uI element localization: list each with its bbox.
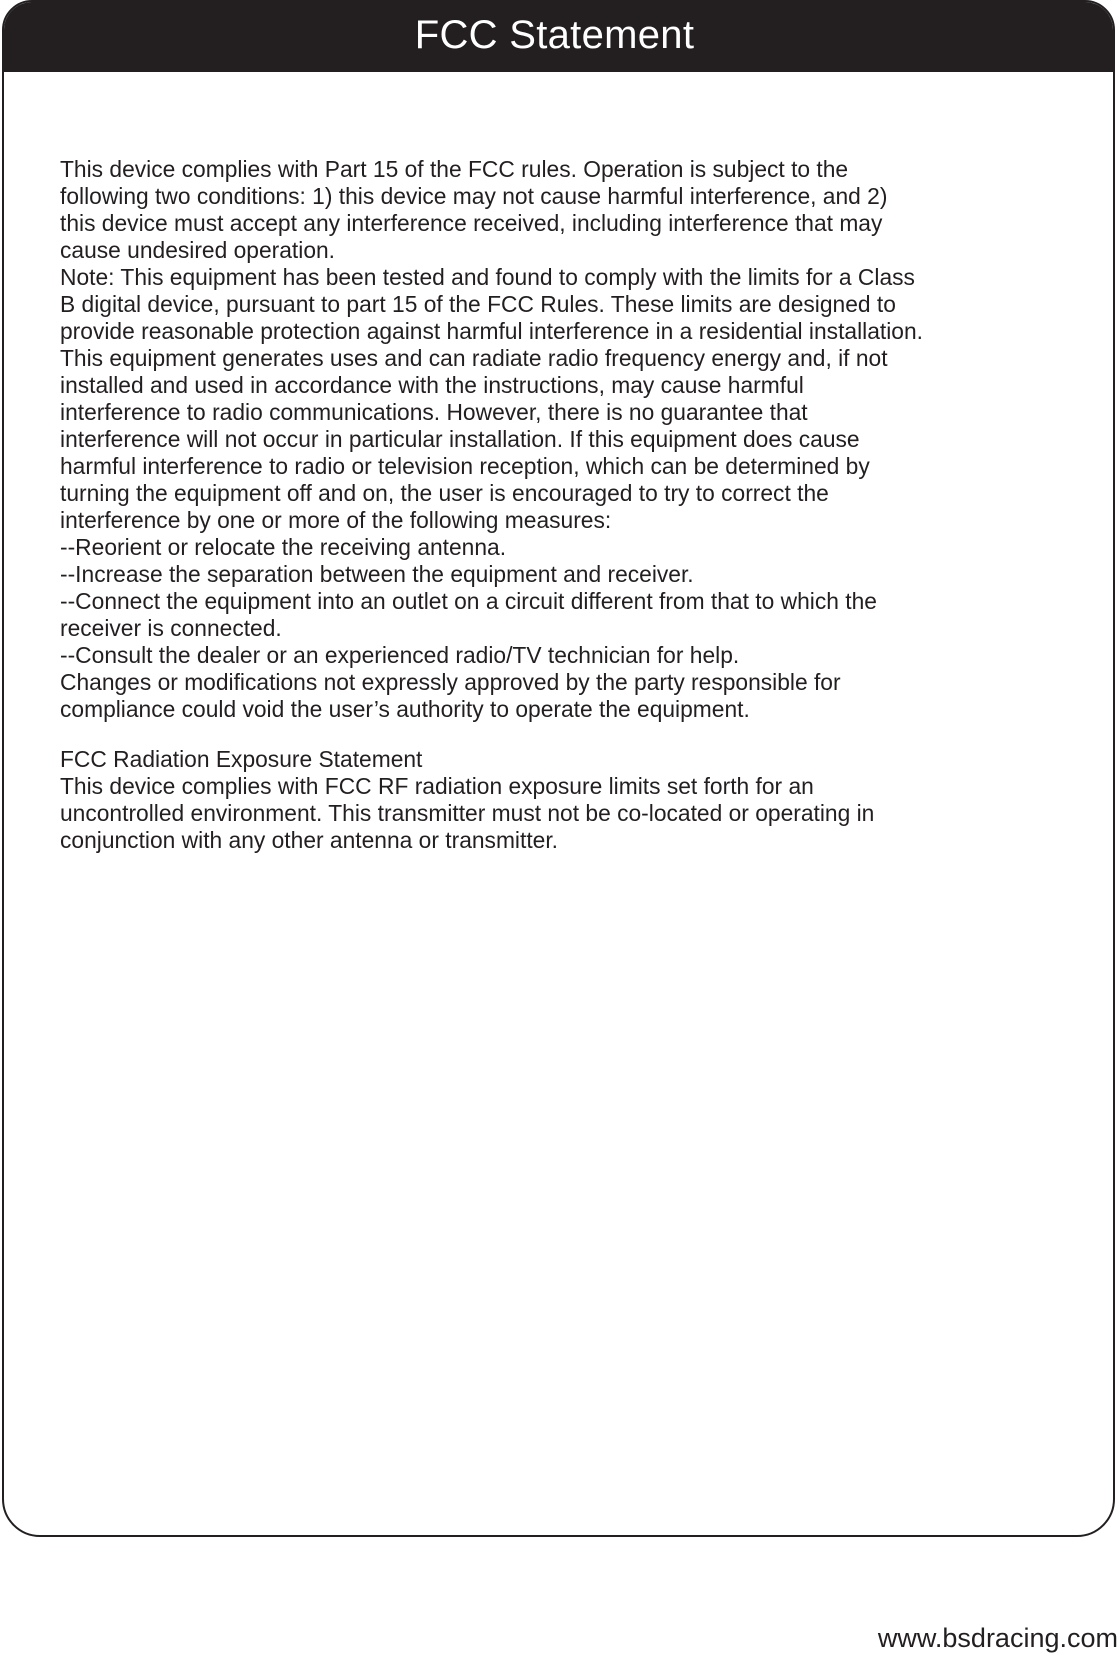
statement-panel (2, 0, 1115, 1537)
radiation-line: uncontrolled environment. This transmitter must not be co-located or operating in (60, 800, 875, 826)
radiation-line: This device complies with FCC RF radiation exposure limits set forth for an (60, 773, 814, 799)
statement-line: interference to radio communications. However, there is no guarantee that (60, 399, 808, 425)
radiation-line: conjunction with any other antenna or transmitter. (60, 827, 559, 853)
measure-item: receiver is connected. (60, 615, 282, 641)
radiation-heading: FCC Radiation Exposure Statement (60, 746, 423, 772)
website-url: www.bsdracing.com (877, 1623, 1118, 1653)
statement-line: This device complies with Part 15 of the FCC rules. Operation is subject to the (60, 156, 849, 182)
statement-line: compliance could void the user’s authority to operate the equipment. (60, 696, 750, 722)
measure-item: --Increase the separation between the equipment and receiver. (60, 561, 694, 587)
measure-item: --Consult the dealer or an experienced radio/TV technician for help. (60, 642, 740, 668)
statement-line: installed and used in accordance with the instructions, may cause harmful (60, 372, 804, 398)
statement-line: this device must accept any interference received, including interference that may (60, 210, 883, 236)
measure-item: --Connect the equipment into an outlet on a circuit different from that to which the (60, 588, 877, 614)
measure-item: --Reorient or relocate the receiving antenna. (60, 534, 507, 560)
statement-line: interference by one or more of the following measures: (60, 507, 612, 533)
statement-line: harmful interference to radio or television reception, which can be determined by (60, 453, 870, 479)
statement-line: B digital device, pursuant to part 15 of the FCC Rules. These limits are designed to (60, 291, 896, 317)
statement-line: cause undesired operation. (60, 237, 336, 263)
statement-line: This equipment generates uses and can radiate radio frequency energy and, if not (60, 345, 888, 371)
statement-line: Changes or modifications not expressly approved by the party responsible for (60, 669, 841, 695)
statement-line: interference will not occur in particular installation. If this equipment does cause (60, 426, 860, 452)
header-bar (4, 2, 1113, 72)
statement-line: turning the equipment off and on, the user is encouraged to try to correct the (60, 480, 829, 506)
page-title: FCC Statement (414, 12, 695, 57)
statement-line: following two conditions: 1) this device may not cause harmful interference, and 2) (60, 183, 888, 209)
statement-line: Note: This equipment has been tested and found to comply with the limits for a Class (60, 264, 915, 290)
statement-line: provide reasonable protection against harmful interference in a residential installation. (60, 318, 923, 344)
statement-body (60, 156, 1080, 854)
section-spacer (60, 723, 1080, 746)
